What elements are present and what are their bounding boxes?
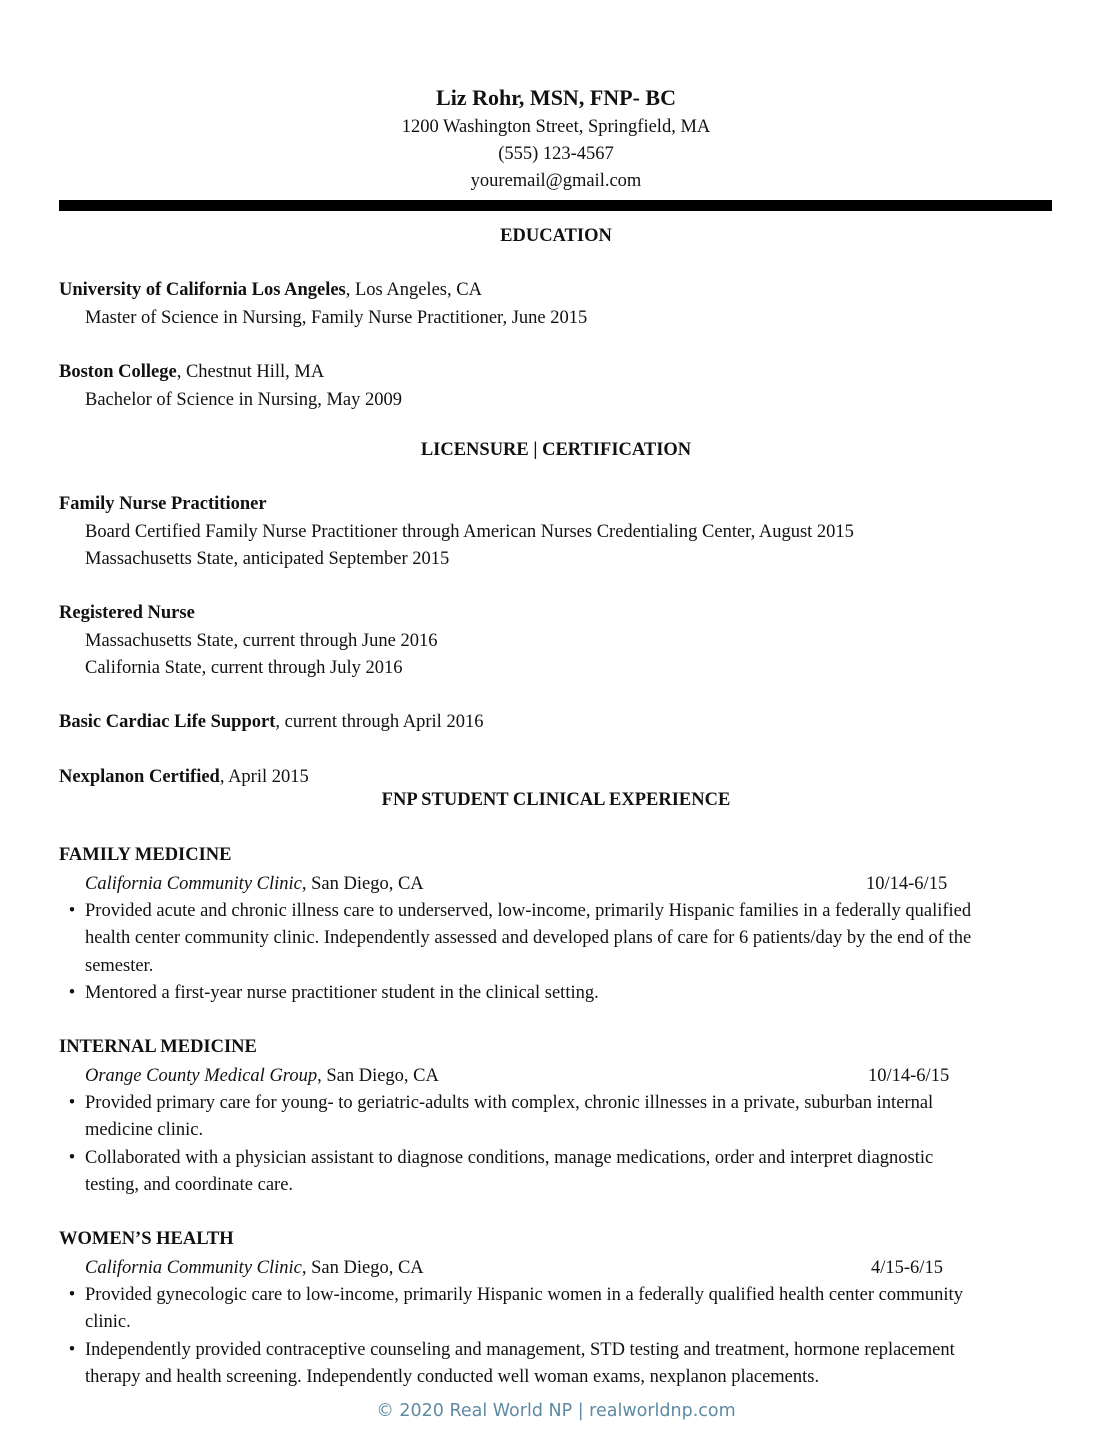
bullet-text: Independently provided contraceptive counseling and management, STD testing and treatment, hormone replacement bbox=[85, 1340, 955, 1360]
job-dates: 10/14-6/15 bbox=[866, 874, 948, 894]
school-name: University of California Los Angeles bbox=[59, 280, 346, 300]
cert-detail: , current through April 2016 bbox=[275, 712, 484, 732]
education-entry-school bbox=[59, 278, 482, 302]
email: youremail@gmail.com bbox=[470, 171, 642, 191]
job-heading: FAMILY MEDICINE bbox=[59, 845, 232, 865]
job-org-line bbox=[85, 1256, 424, 1280]
cert-line: Massachusetts State, current through June 2016 bbox=[85, 631, 438, 651]
job-org: Orange County Medical Group bbox=[85, 1066, 318, 1086]
bullet-text: Collaborated with a physician assistant to diagnose conditions, manage medications, order and interpret diagnostic bbox=[85, 1148, 934, 1168]
job-org: California Community Clinic bbox=[85, 1258, 302, 1278]
address: 1200 Washington Street, Springfield, MA bbox=[401, 117, 711, 137]
job-location: , San Diego, CA bbox=[301, 1258, 424, 1278]
cert-line: Board Certified Family Nurse Practitioner through American Nurses Credentialing Center, August 2015 bbox=[85, 522, 854, 542]
header-divider bbox=[59, 200, 1052, 211]
bullet-text: therapy and health screening. Independently conducted well woman exams, nexplanon placements. bbox=[85, 1367, 820, 1387]
bullet-mark: • bbox=[68, 983, 76, 1003]
cert-detail: , April 2015 bbox=[219, 767, 309, 787]
cert-nexplanon bbox=[59, 765, 309, 789]
job-heading: WOMEN’S HEALTH bbox=[59, 1229, 234, 1249]
bullet-text: Mentored a first-year nurse practitioner student in the clinical setting. bbox=[85, 983, 599, 1003]
school-location: , Los Angeles, CA bbox=[345, 280, 482, 300]
bullet-text: Provided gynecologic care to low-income, primarily Hispanic women in a federally qualified health center community bbox=[85, 1285, 963, 1305]
resume-name: Liz Rohr, MSN, FNP- BC bbox=[436, 85, 676, 110]
bullet-mark: • bbox=[68, 1340, 76, 1360]
bullet-text: Provided acute and chronic illness care to underserved, low-income, primarily Hispanic families in a federally qualified bbox=[85, 901, 972, 921]
education-entry-school bbox=[59, 360, 324, 384]
cert-heading: Registered Nurse bbox=[59, 603, 195, 623]
job-org-line bbox=[85, 872, 424, 896]
job-dates: 4/15-6/15 bbox=[871, 1258, 943, 1278]
section-title-licensure: LICENSURE | CERTIFICATION bbox=[420, 440, 692, 460]
cert-line: California State, current through July 2016 bbox=[85, 658, 403, 678]
bullet-mark: • bbox=[68, 1148, 76, 1168]
job-org-line bbox=[85, 1064, 439, 1088]
job-location: , San Diego, CA bbox=[317, 1066, 439, 1086]
bullet-text: testing, and coordinate care. bbox=[85, 1175, 294, 1195]
job-org: California Community Clinic bbox=[85, 874, 302, 894]
footer-copyright: © 2020 Real World NP | realworldnp.com bbox=[376, 1401, 736, 1421]
cert-heading: Basic Cardiac Life Support bbox=[59, 712, 276, 732]
school-location: , Chestnut Hill, MA bbox=[176, 362, 325, 382]
bullet-text: medicine clinic. bbox=[85, 1120, 204, 1140]
degree: Master of Science in Nursing, Family Nurse Practitioner, June 2015 bbox=[85, 308, 588, 328]
bullet-text: clinic. bbox=[85, 1312, 131, 1332]
phone: (555) 123-4567 bbox=[498, 144, 614, 164]
bullet-text: Provided primary care for young- to geriatric-adults with complex, chronic illnesses in a private, suburban internal bbox=[85, 1093, 934, 1113]
bullet-text: health center community clinic. Independently assessed and developed plans of care for 6 patients/day by the end of the bbox=[85, 928, 972, 948]
bullet-mark: • bbox=[68, 1285, 76, 1305]
section-title-experience: FNP STUDENT CLINICAL EXPERIENCE bbox=[381, 790, 731, 810]
job-heading: INTERNAL MEDICINE bbox=[59, 1037, 257, 1057]
cert-line: Massachusetts State, anticipated September 2015 bbox=[85, 549, 450, 569]
bullet-mark: • bbox=[68, 901, 76, 921]
section-title-education: EDUCATION bbox=[500, 226, 612, 246]
job-dates: 10/14-6/15 bbox=[868, 1066, 950, 1086]
degree: Bachelor of Science in Nursing, May 2009 bbox=[85, 390, 402, 410]
cert-bcls bbox=[59, 710, 483, 734]
bullet-text: semester. bbox=[85, 956, 154, 976]
bullet-mark: • bbox=[68, 1093, 76, 1113]
job-location: , San Diego, CA bbox=[301, 874, 424, 894]
cert-heading: Family Nurse Practitioner bbox=[59, 494, 267, 514]
school-name: Boston College bbox=[59, 362, 177, 382]
cert-heading: Nexplanon Certified bbox=[59, 767, 220, 787]
